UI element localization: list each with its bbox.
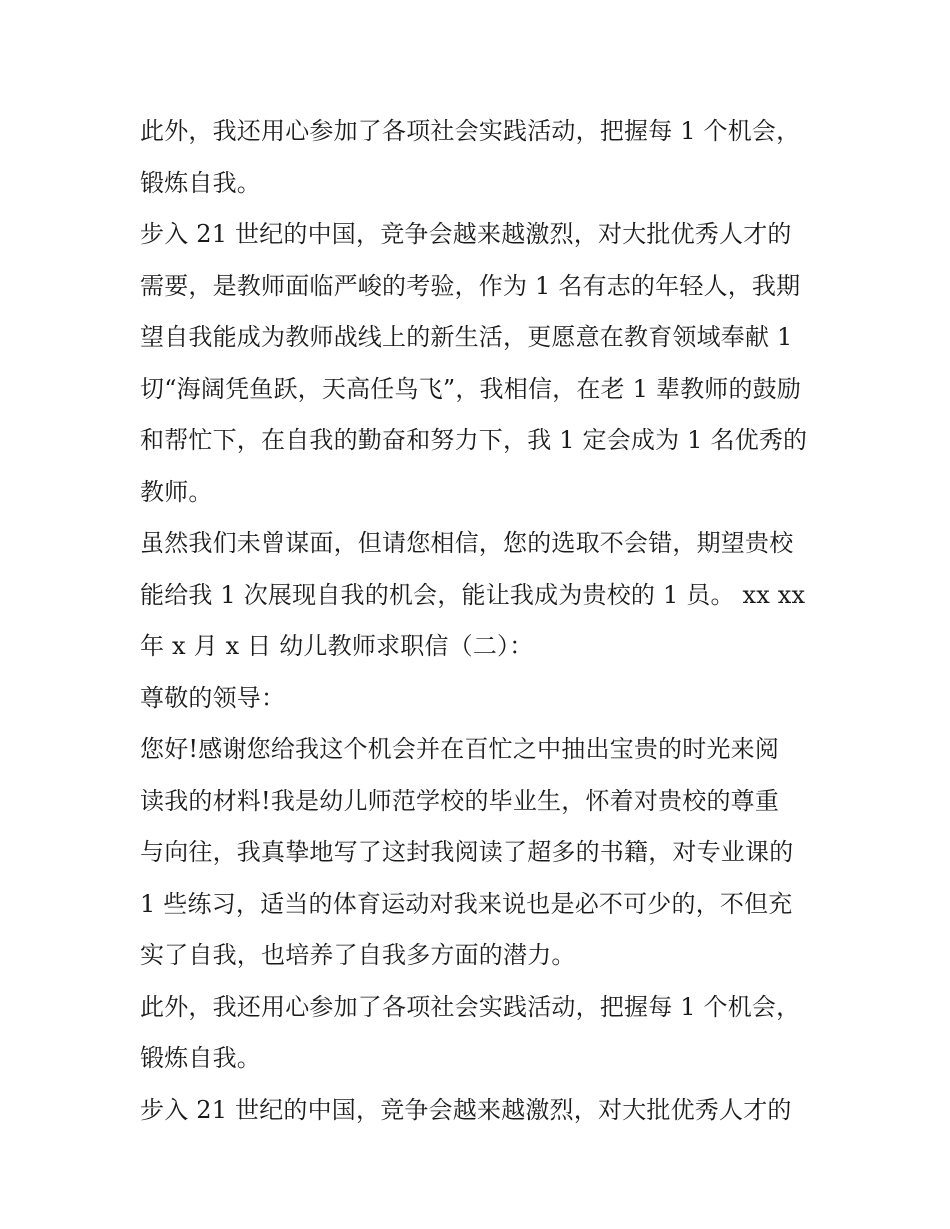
text-line: 年 x 月 x 日 幼儿教师求职信（二）： [140, 632, 534, 660]
text-line: 和帮忙下，在自我的勤奋和努力下，我 1 定会成为 1 名优秀的 [140, 426, 808, 454]
text-line: 锻炼自我。 [140, 168, 261, 197]
text-line: 此外，我还用心参加了各项社会实践活动，把握每 1 个机会， [140, 992, 801, 1021]
text-line: 1 些练习，适当的体育运动对我来说也是必不可少的，不但充 [140, 889, 793, 918]
text-line: 望自我能成为教师战线上的新生活，更愿意在教育领域奉献 1 [140, 323, 793, 351]
text-line: 需要，是教师面临严峻的考验，作为 1 名有志的年轻人，我期 [140, 271, 801, 300]
text-line: 步入 21 世纪的中国，竞争会越来越激烈，对大批优秀人才的 [140, 220, 792, 248]
text-line: 虽然我们未曾谋面，但请您相信，您的选取不会错，期望贵校 [140, 529, 794, 557]
text-line: 锻炼自我。 [140, 1044, 261, 1072]
text-line: 实了自我，也培养了自我多方面的潜力。 [140, 941, 576, 969]
text-line: 您好!感谢您给我这个机会并在百忙之中抽出宝贵的时光来阅 [140, 735, 780, 763]
text-line: 教师。 [140, 477, 213, 506]
text-line: 尊敬的领导： [140, 683, 286, 712]
document-body [140, 106, 820, 1136]
text-line: 能给我 1 次展现自我的机会，能让我成为贵校的 1 员。 xx xx [140, 580, 806, 609]
text-line: 此外，我还用心参加了各项社会实践活动，把握每 1 个机会， [140, 117, 801, 145]
text-line: 读我的材料!我是幼儿师范学校的毕业生，怀着对贵校的尊重 [140, 786, 780, 815]
text-line: 步入 21 世纪的中国，竞争会越来越激烈，对大批优秀人才的 [140, 1095, 792, 1124]
text-line: 切“海阔凭鱼跃，天高任鸟飞”，我相信，在老 1 辈教师的鼓励 [140, 374, 802, 403]
text-line: 与向往，我真挚地写了这封我阅读了超多的书籍，对专业课的 [140, 838, 794, 866]
